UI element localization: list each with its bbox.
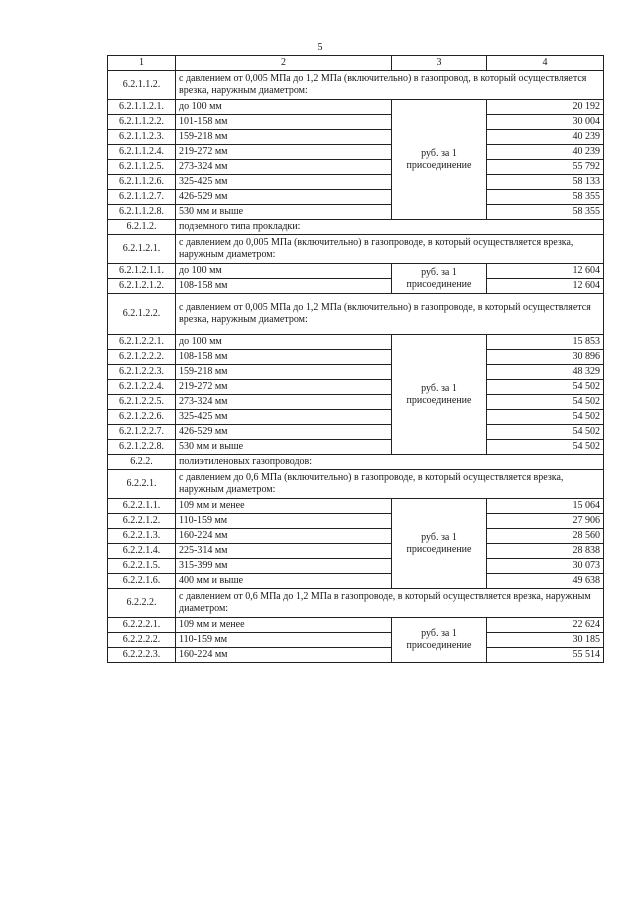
row-value: 15 064	[487, 499, 604, 514]
table-row	[108, 350, 604, 365]
table-row	[108, 499, 604, 514]
unit-cell: руб. за 1 присоединение	[392, 499, 487, 589]
table-row	[108, 395, 604, 410]
table-row	[108, 574, 604, 589]
row-code: 6.2.2.1.4.	[108, 544, 176, 559]
section-row	[108, 71, 604, 100]
table-row	[108, 100, 604, 115]
row-description: 109 мм и менее	[176, 618, 392, 633]
table-row	[108, 335, 604, 350]
row-value: 55 514	[487, 648, 604, 663]
row-code: 6.2.1.2.1.2.	[108, 279, 176, 294]
table-row	[108, 175, 604, 190]
row-code: 6.2.2.1.5.	[108, 559, 176, 574]
section-row	[108, 235, 604, 264]
section-code: 6.2.1.2.2.	[108, 294, 176, 335]
row-value: 30 073	[487, 559, 604, 574]
row-value: 12 604	[487, 264, 604, 279]
row-code: 6.2.2.1.6.	[108, 574, 176, 589]
row-code: 6.2.1.2.2.6.	[108, 410, 176, 425]
section-code: 6.2.2.2.	[108, 589, 176, 618]
row-description: 530 мм и выше	[176, 205, 392, 220]
table-row	[108, 160, 604, 175]
table-row	[108, 633, 604, 648]
row-code: 6.2.2.2.2.	[108, 633, 176, 648]
row-description: 325-425 мм	[176, 175, 392, 190]
section-title: с давлением от 0,6 МПа до 1,2 МПа в газопроводе, в который осуществляется врезка, наружным диаметром:	[176, 589, 604, 618]
section-row	[108, 294, 604, 335]
row-code: 6.2.2.2.1.	[108, 618, 176, 633]
row-description: до 100 мм	[176, 264, 392, 279]
table-row	[108, 544, 604, 559]
row-value: 54 502	[487, 410, 604, 425]
row-description: 273-324 мм	[176, 160, 392, 175]
row-description: до 100 мм	[176, 335, 392, 350]
table-row	[108, 425, 604, 440]
section-row	[108, 589, 604, 618]
row-description: 101-158 мм	[176, 115, 392, 130]
row-value: 58 133	[487, 175, 604, 190]
header-cell: 3	[392, 56, 487, 71]
row-code: 6.2.1.2.2.2.	[108, 350, 176, 365]
row-description: 219-272 мм	[176, 145, 392, 160]
section-title: полиэтиленовых газопроводов:	[176, 455, 604, 470]
section-title: с давлением до 0,6 МПа (включительно) в газопроводе, в который осуществляется врезка, наружным диаметром:	[176, 470, 604, 499]
table-row	[108, 264, 604, 279]
row-code: 6.2.2.1.3.	[108, 529, 176, 544]
row-code: 6.2.1.1.2.3.	[108, 130, 176, 145]
table-row	[108, 205, 604, 220]
section-title: с давлением от 0,005 МПа до 1,2 МПа (включительно) в газопроводе, в который осуществляется врезка, наружным диаметром:	[176, 294, 604, 335]
row-description: 110-159 мм	[176, 514, 392, 529]
section-code: 6.2.1.2.1.	[108, 235, 176, 264]
row-description: 109 мм и менее	[176, 499, 392, 514]
row-value: 15 853	[487, 335, 604, 350]
row-description: 108-158 мм	[176, 279, 392, 294]
table-row	[108, 145, 604, 160]
row-value: 58 355	[487, 205, 604, 220]
row-description: 159-218 мм	[176, 365, 392, 380]
row-value: 55 792	[487, 160, 604, 175]
section-title: с давлением от 0,005 МПа до 1,2 МПа (включительно) в газопровод, в который осуществляется врезка, наружным диаметром:	[176, 71, 604, 100]
table-row	[108, 279, 604, 294]
section-row	[108, 220, 604, 235]
row-value: 40 239	[487, 130, 604, 145]
row-code: 6.2.2.1.1.	[108, 499, 176, 514]
section-row	[108, 455, 604, 470]
row-value: 22 624	[487, 618, 604, 633]
row-value: 54 502	[487, 395, 604, 410]
row-code: 6.2.1.1.2.8.	[108, 205, 176, 220]
unit-cell: руб. за 1 присоединение	[392, 618, 487, 663]
table-row	[108, 380, 604, 395]
row-description: 225-314 мм	[176, 544, 392, 559]
row-value: 54 502	[487, 380, 604, 395]
unit-cell: руб. за 1 присоединение	[392, 100, 487, 220]
row-code: 6.2.1.2.2.5.	[108, 395, 176, 410]
row-description: до 100 мм	[176, 100, 392, 115]
row-code: 6.2.1.2.2.4.	[108, 380, 176, 395]
table-row	[108, 410, 604, 425]
section-code: 6.2.2.	[108, 455, 176, 470]
row-description: 108-158 мм	[176, 350, 392, 365]
row-code: 6.2.1.1.2.1.	[108, 100, 176, 115]
unit-cell: руб. за 1 присоединение	[392, 335, 487, 455]
row-value: 28 560	[487, 529, 604, 544]
row-value: 40 239	[487, 145, 604, 160]
header-cell: 2	[176, 56, 392, 71]
row-value: 20 192	[487, 100, 604, 115]
row-description: 426-529 мм	[176, 425, 392, 440]
table-row	[108, 190, 604, 205]
tariff-table	[107, 55, 604, 663]
row-value: 54 502	[487, 425, 604, 440]
section-code: 6.2.1.2.	[108, 220, 176, 235]
header-cell: 4	[487, 56, 604, 71]
row-value: 58 355	[487, 190, 604, 205]
table-row	[108, 130, 604, 145]
header-row	[108, 56, 604, 71]
row-value: 30 896	[487, 350, 604, 365]
row-description: 110-159 мм	[176, 633, 392, 648]
row-value: 48 329	[487, 365, 604, 380]
row-description: 160-224 мм	[176, 529, 392, 544]
table-row	[108, 618, 604, 633]
row-description: 160-224 мм	[176, 648, 392, 663]
row-description: 325-425 мм	[176, 410, 392, 425]
row-value: 49 638	[487, 574, 604, 589]
table-row	[108, 365, 604, 380]
table-row	[108, 440, 604, 455]
row-description: 400 мм и выше	[176, 574, 392, 589]
row-code: 6.2.2.1.2.	[108, 514, 176, 529]
row-code: 6.2.1.1.2.5.	[108, 160, 176, 175]
row-value: 30 004	[487, 115, 604, 130]
row-code: 6.2.1.2.1.1.	[108, 264, 176, 279]
row-description: 530 мм и выше	[176, 440, 392, 455]
section-code: 6.2.2.1.	[108, 470, 176, 499]
row-code: 6.2.1.1.2.7.	[108, 190, 176, 205]
table-row	[108, 529, 604, 544]
row-code: 6.2.1.2.2.7.	[108, 425, 176, 440]
page-number: 5	[317, 42, 323, 53]
row-description: 159-218 мм	[176, 130, 392, 145]
table-row	[108, 514, 604, 529]
row-value: 27 906	[487, 514, 604, 529]
row-value: 30 185	[487, 633, 604, 648]
table-row	[108, 648, 604, 663]
row-code: 6.2.1.2.2.8.	[108, 440, 176, 455]
row-description: 273-324 мм	[176, 395, 392, 410]
section-code: 6.2.1.1.2.	[108, 71, 176, 100]
row-code: 6.2.1.2.2.3.	[108, 365, 176, 380]
unit-cell: руб. за 1 присоединение	[392, 264, 487, 294]
section-title: подземного типа прокладки:	[176, 220, 604, 235]
row-value: 28 838	[487, 544, 604, 559]
row-description: 219-272 мм	[176, 380, 392, 395]
row-value: 12 604	[487, 279, 604, 294]
row-code: 6.2.1.1.2.2.	[108, 115, 176, 130]
header-cell: 1	[108, 56, 176, 71]
row-description: 315-399 мм	[176, 559, 392, 574]
section-title: с давлением до 0,005 МПа (включительно) в газопроводе, в который осуществляется врезка, наружным диаметром:	[176, 235, 604, 264]
row-code: 6.2.1.1.2.4.	[108, 145, 176, 160]
row-description: 426-529 мм	[176, 190, 392, 205]
row-code: 6.2.1.1.2.6.	[108, 175, 176, 190]
table-row	[108, 115, 604, 130]
row-code: 6.2.1.2.2.1.	[108, 335, 176, 350]
section-row	[108, 470, 604, 499]
row-value: 54 502	[487, 440, 604, 455]
table-row	[108, 559, 604, 574]
row-code: 6.2.2.2.3.	[108, 648, 176, 663]
